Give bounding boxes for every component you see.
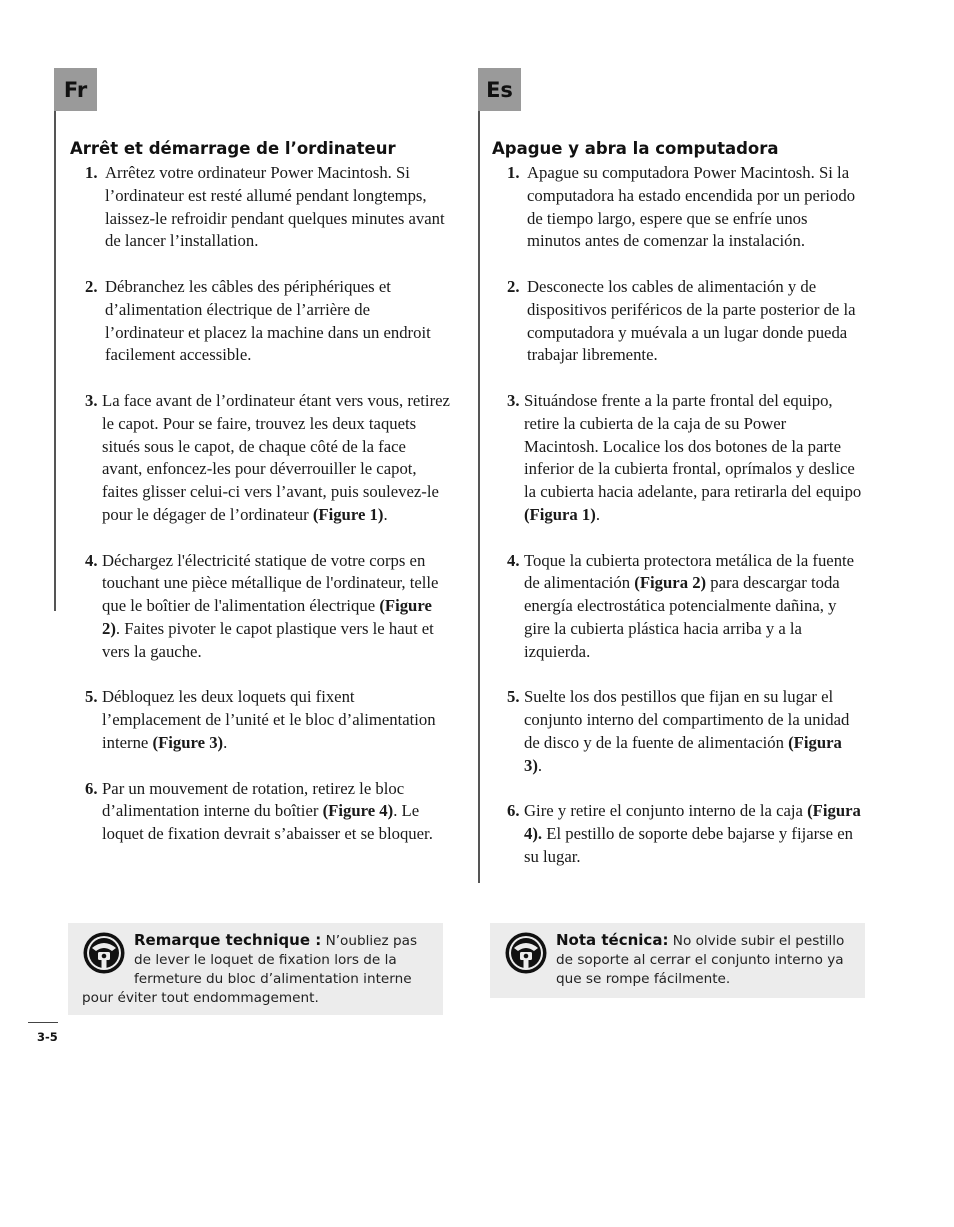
french-column [70,139,450,869]
step-text-after: . [223,732,228,752]
step-1 [507,162,864,253]
language-tab-spanish: Es [478,68,521,111]
step-number: 3. [85,390,98,410]
step-4 [85,550,450,664]
figure-reference: (Figure 4) [322,801,394,821]
step-2 [85,276,450,367]
step-2 [507,276,864,367]
step-number: 6. [507,801,520,821]
step-text: Par un mouvement de rotation, retirez le bloc d’alimentation interne du boîtier [102,778,405,821]
step-text: Débloquez les deux loquets qui fixent l’emplacement de l’unité et le bloc d’alimentation interne [102,687,436,752]
step-text: La face avant de l’ordinateur étant vers vous, retirez le capot. Pour se faire, trouvez les deux taquets situés sous le capot, de chaque côté de la face avant, enfoncez-les pour déverrouiller le capot, faites glisser celui-ci vers l’avant, puis soulevez-le pour le dégager de l’ordinateur [102,390,450,524]
right-column-rule [478,111,480,883]
figure-reference: (Figura 4). [524,801,861,844]
language-tab-french: Fr [54,68,97,111]
step-number: 1. [507,163,520,182]
step-5 [85,686,450,754]
step-number: 5. [85,687,98,707]
step-text: Situándose frente a la parte frontal del equipo, retire la cubierta de la caja de su Power Macintosh. Localice los dos botones de la parte inferior de la cubierta frontal, oprímalos y deslice la cubierta hacia adelante, para retirarla del equipo [524,390,862,502]
step-text: Déchargez l'électricité statique de votre corps en touchant une pièce métallique de l'ordinateur, telle que le boîtier de l'alimentation électrique [102,550,439,616]
note-label: Remarque technique : [134,931,322,949]
step-number: 3. [507,390,520,410]
page-number: 3-5 [37,1030,58,1044]
step-5 [507,686,864,777]
note-text: N’oubliez pas de lever le loquet de fixation lors de la fermeture du bloc d’alimentation interne pour éviter tout endommagement. [82,933,418,1006]
step-3 [85,390,450,527]
step-number: 2. [507,276,520,296]
step-number: 5. [507,687,520,707]
step-text: Toque la cubierta protectora metálica de la fuente de alimentación [524,550,855,593]
section-heading: Apague y abra la computadora [492,139,779,158]
step-number: 6. [85,778,98,798]
step-text: Desconecte los cables de alimentación y de dispositivos periféricos de la parte posterior de la computadora y muévala a un lugar donde pueda trabajar libremente. [527,276,856,365]
step-text-after: El pestillo de soporte debe bajarse y fijarse en su lugar. [524,824,854,866]
step-text: Débranchez les câbles des périphériques et d’alimentation électrique de l’arrière de l’ordinateur et placez la machine dans un endroit facilement accessible. [105,276,431,365]
spanish-column [492,139,864,892]
figure-reference: (Figura 3) [524,732,842,775]
step-text-after: . [383,504,388,524]
technical-note-french [68,923,443,1015]
step-list [85,162,450,846]
step-3 [507,390,864,527]
figure-reference: (Figure 2) [102,596,432,638]
step-text: Apague su computadora Power Macintosh. Si la computadora ha estado encendida por un periodo de tiempo largo, espere que se enfríe unos minutos antes de comenzar la instalación. [527,163,856,251]
step-text-after: para descargar toda energía electrostática potencialmente dañina, y gire la cubierta plástica hacia arriba y a la izquierda. [524,573,840,661]
step-text: Suelte los dos pestillos que fijan en su lugar el conjunto interno del compartimento de la unidad de disco y de la fuente de alimentación [524,687,850,752]
section-heading: Arrêt et démarrage de l’ordinateur [70,139,396,158]
step-text: Arrêtez votre ordinateur Power Macintosh. Si l’ordinateur est resté allumé pendant longtemps, laissez-le refroidir pendant quelques minutes avant de lancer l’installation. [105,163,445,251]
step-number: 2. [85,276,98,296]
step-1 [85,162,450,253]
step-number: 1. [85,163,98,182]
step-number: 4. [85,550,98,570]
figure-reference: (Figure 1) [312,504,384,524]
telephone-support-icon [82,931,126,975]
technical-note-spanish [490,923,865,998]
footer-divider [28,1022,58,1023]
step-number: 4. [507,550,520,570]
left-column-rule [54,111,56,611]
step-list [507,162,864,869]
figure-reference: (Figura 1) [524,504,596,524]
figure-reference: (Figure 3) [152,732,224,752]
figure-reference: (Figura 2) [634,573,707,593]
telephone-support-icon [504,931,548,975]
step-text-after: . [595,504,601,524]
note-label: Nota técnica: [556,931,669,949]
step-text-after: . [537,755,543,775]
step-text: Gire y retire el conjunto interno de la caja [524,801,803,821]
note-text: No olvide subir el pestillo de soporte al cerrar el conjunto interno ya que se rompe fácilmente. [556,933,845,987]
step-6 [507,800,864,868]
step-4 [507,550,864,664]
step-text-after: . Le loquet de fixation devrait s’abaisser et se bloquer. [102,801,433,844]
step-text-after: . Faites pivoter le capot plastique vers le haut et vers la gauche. [102,618,434,661]
step-6 [85,778,450,846]
